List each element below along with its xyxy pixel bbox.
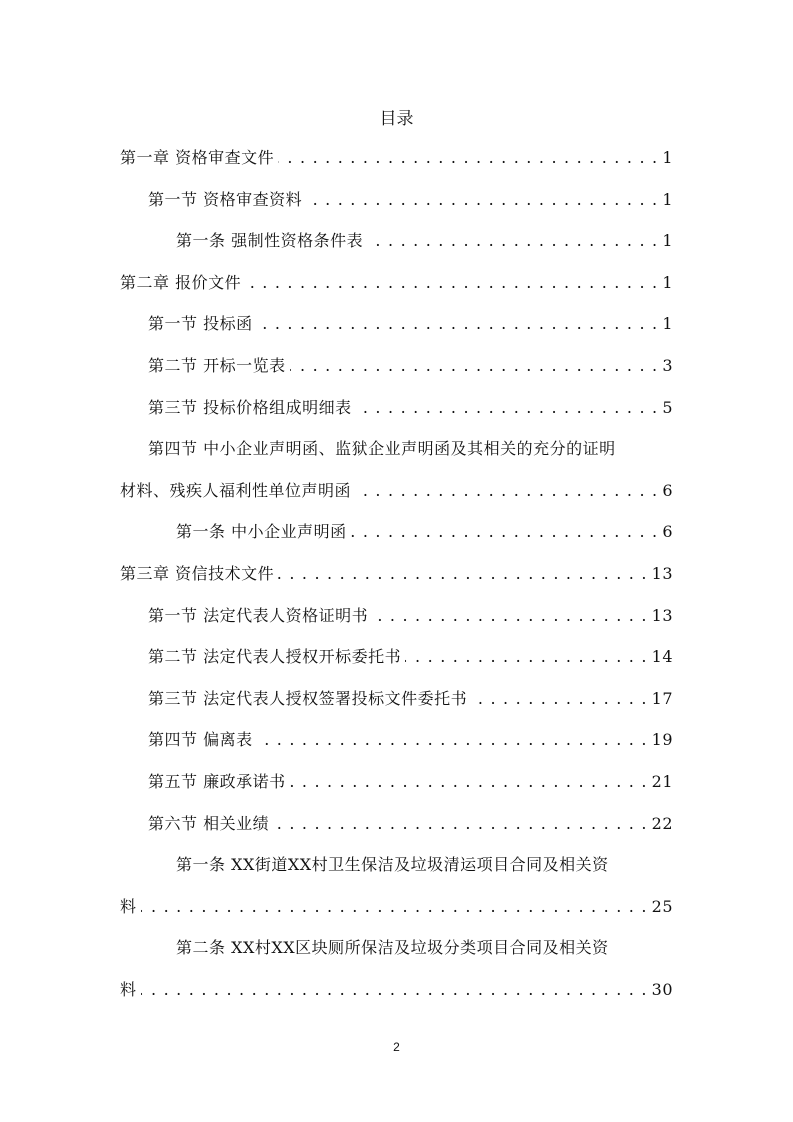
toc-entry-title: 第六节 相关业绩: [148, 813, 270, 833]
dot-leader: [141, 969, 648, 1011]
toc-entry-page: 13: [651, 563, 673, 583]
toc-entry[interactable]: [120, 511, 673, 553]
dot-leader: [290, 345, 659, 387]
toc-entry-page: 1: [662, 189, 673, 209]
toc-entry-title-cont: 料: [120, 979, 137, 999]
toc-entry-page: 21: [651, 771, 673, 791]
toc-entry-title: 第一章 资格审查文件: [120, 148, 275, 167]
toc-entry-title: 第一条 XX街道XX村卫生保洁及垃圾清运项目合同及相关资: [176, 855, 609, 875]
toc-entry-title: 第一节 法定代表人资格证明书: [148, 605, 369, 625]
toc-entry-title: 第一条 中小企业声明函: [176, 522, 347, 542]
toc-entry-title-cont: 料: [120, 896, 137, 916]
toc-entry-page: 22: [651, 813, 673, 833]
toc-entry-title-cont: 材料、残疾人福利性单位声明函: [120, 480, 352, 500]
toc-entry-page: 30: [651, 979, 673, 999]
toc-entry-page: 14: [651, 647, 673, 667]
toc-entry[interactable]: [120, 595, 673, 637]
toc-entry[interactable]: [120, 761, 673, 803]
toc-entry[interactable]: [120, 886, 673, 928]
toc-entry[interactable]: [120, 428, 673, 470]
toc-entry[interactable]: [120, 678, 673, 720]
toc-entry[interactable]: [120, 470, 673, 512]
toc-heading: 目录: [379, 109, 414, 129]
toc-entry[interactable]: [120, 844, 673, 886]
dot-leader: [278, 137, 658, 179]
toc-entry-page: 1: [662, 148, 673, 167]
toc-entry[interactable]: [120, 553, 673, 595]
toc-entry[interactable]: [120, 719, 673, 761]
toc-entry-title: 第三节 法定代表人授权签署投标文件委托书: [148, 688, 468, 708]
toc-entry[interactable]: [120, 803, 673, 845]
toc-entry-page: 13: [651, 605, 673, 625]
toc-entry[interactable]: [120, 262, 673, 304]
toc-entry[interactable]: [120, 636, 673, 678]
toc-entry[interactable]: [120, 220, 673, 262]
toc-entry-title: 第二条 XX村XX区块厕所保洁及垃圾分类项目合同及相关资: [176, 938, 609, 958]
toc-entry-title: 第一条 强制性资格条件表: [176, 231, 364, 251]
toc-entry-page: 5: [662, 397, 673, 417]
toc-entry-title: 第四节 中小企业声明函、监狱企业声明函及其相关的充分的证明: [148, 439, 616, 459]
dot-leader: [278, 553, 648, 595]
toc-entry[interactable]: [120, 927, 673, 969]
dot-leader: [306, 179, 658, 221]
dot-leader: [273, 803, 648, 845]
dot-leader: [257, 303, 659, 345]
toc-entry[interactable]: [120, 345, 673, 387]
toc-entry[interactable]: [120, 387, 673, 429]
toc-entry-title: 第一节 资格审查资料: [148, 189, 303, 209]
toc-entry-title: 第二节 开标一览表: [148, 355, 286, 375]
dot-leader: [356, 387, 659, 429]
toc-entry-page: 17: [651, 688, 673, 708]
dot-leader: [257, 719, 648, 761]
toc-entry[interactable]: [120, 303, 673, 345]
dot-leader: [290, 761, 648, 803]
dot-leader: [245, 262, 658, 304]
toc-entry[interactable]: [120, 179, 673, 221]
dot-leader: [471, 678, 648, 720]
dot-leader: [355, 470, 658, 512]
toc-entry-title: 第二章 报价文件: [120, 272, 242, 292]
toc-entry-page: 25: [651, 896, 673, 916]
toc-entry-title: 第五节 廉政承诺书: [148, 771, 286, 791]
toc-entry[interactable]: [120, 969, 673, 1011]
toc-entry-page: 1: [662, 231, 673, 251]
toc-entry-title: 第四节 偏离表: [148, 730, 253, 750]
page-number: 2: [393, 1040, 400, 1054]
toc-entry-title: 第二节 法定代表人授权开标委托书: [148, 647, 402, 667]
dot-leader: [141, 886, 648, 928]
toc-entry-page: 3: [662, 355, 673, 375]
dot-leader: [405, 636, 648, 678]
table-of-contents: [120, 137, 673, 1010]
toc-entry-page: 1: [662, 314, 673, 334]
toc-entry-page: 6: [662, 522, 673, 542]
dot-leader: [351, 511, 659, 553]
toc-entry-title: 第三章 资信技术文件: [120, 563, 275, 583]
toc-entry-page: 6: [662, 480, 673, 500]
toc-entry-page: 1: [662, 272, 673, 292]
toc-entry-title: 第三节 投标价格组成明细表: [148, 397, 352, 417]
dot-leader: [372, 595, 648, 637]
toc-entry-title: 第一节 投标函: [148, 314, 253, 334]
toc-entry[interactable]: [120, 137, 673, 179]
dot-leader: [367, 220, 658, 262]
toc-entry-page: 19: [651, 730, 673, 750]
